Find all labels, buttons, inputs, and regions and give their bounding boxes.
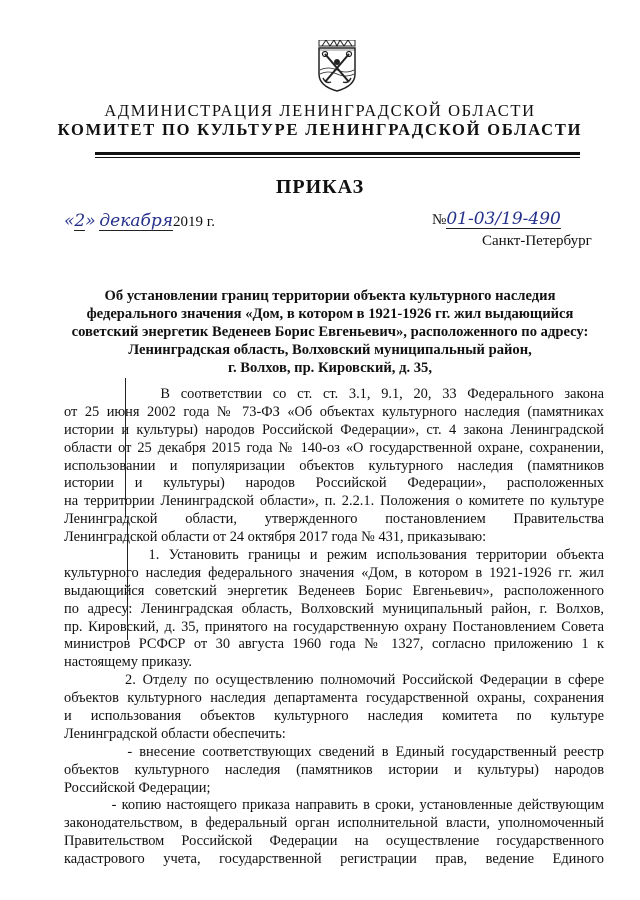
body-text-line: области от 25 декабря 2015 года № 140-оз «О государственной охране, сохранении,: [64, 439, 604, 456]
date-close-quote: »: [85, 211, 96, 231]
body-text-line: Ленинградской области, утвержденного постановлением Правительства: [64, 511, 604, 528]
subject-line: Об установлении границ территории объекта культурного наследия: [104, 288, 556, 304]
body-text-line: выдающийся советский энергетик Веденеев Борис Евгеньевич», расположенного: [64, 582, 604, 599]
body-text-line: настоящему приказу.: [64, 654, 192, 671]
date-month-handwritten: декабря: [99, 211, 174, 231]
subject-line: федерального значения «Дом, в котором в 1921-1926 гг. жил выдающийся: [86, 306, 574, 322]
order-subject: [60, 287, 600, 377]
body-text-line: законодательством, в федеральный орган исполнительной власти, уполномоченный: [64, 815, 604, 832]
body-text-line: Ленинградской области обеспечить:: [64, 725, 286, 742]
body-text-line: пр. Кировский, д. 35, принятого на государственную охрану Постановлением Совета: [64, 618, 604, 635]
city: Санкт-Петербург: [482, 233, 592, 249]
body-text-line: объектов культурного наследия (памятников истории и культуры) народов: [64, 761, 604, 778]
body-text-line: на территории Ленинградской области», п. 2.2.1. Положения о комитете по культуре: [64, 493, 604, 510]
body-text-line: от 25 июня 2002 года № 73-ФЗ «Об объектах культурного наследия (памятниках: [64, 403, 604, 420]
subject-line: г. Волхов, пр. Кировский, д. 35,: [228, 360, 432, 376]
date-day-handwritten: 2: [74, 211, 86, 231]
body-text-line: и использования объектов культурного наследия комитета по культуре: [64, 708, 604, 725]
body-text-line: Ленинградской области от 24 октября 2017 года № 431, приказываю:: [64, 529, 487, 546]
body-text-line: Российской Федерации;: [64, 779, 211, 796]
body-text-line: по адресу: Ленинградская область, Волховский муниципальный район, г. Волхов,: [64, 600, 604, 617]
body-text-line: - копию настоящего приказа направить в сроки, установленные действующим: [64, 797, 604, 814]
order-number-handwritten: 01-03/19-490: [446, 209, 561, 229]
body-text-line: культурного наследия федерального значения «Дом, в котором в 1921-1926 гг. жил: [64, 564, 604, 581]
body-text-line: - внесение соответствующих сведений в Единый государственный реестр: [64, 743, 604, 760]
body-text-line: Правительством Российской Федерации на осуществление государственного: [64, 833, 604, 850]
body-text-line: 1. Установить границы и режим использования территории объекта: [64, 547, 604, 564]
body-text-line: 2. Отделу по осуществлению полномочий Российской Федерации в сфере: [64, 672, 604, 689]
date-open-quote: «: [64, 211, 75, 231]
body-text-line: объектов культурного наследия департамента государственной охраны, сохранения: [64, 690, 604, 707]
subject-line: Ленинградская область, Волховский муниципальный район,: [128, 342, 532, 358]
body-text-line: использовании и популяризации объектов культурного наследия (памятников: [64, 457, 604, 474]
order-number-prefix: №: [432, 212, 447, 228]
document-title: ПРИКАЗ: [275, 176, 365, 198]
order-body: [64, 386, 604, 869]
order-date: [64, 211, 215, 231]
body-text-line: истории и культуры) народов Российской Федерации», расположенных: [64, 475, 604, 492]
body-text-line: истории и культуры) народов Российской Федерации», ст. 4 закона Ленинградской: [64, 421, 604, 438]
subject-line: советский энергетик Веденеев Борис Евгеньевич», расположенного по адресу:: [71, 324, 589, 340]
header-divider-thin: [95, 157, 580, 158]
date-year: 2019 г.: [173, 214, 215, 230]
committee-header: КОМИТЕТ ПО КУЛЬТУРЕ ЛЕНИНГРАДСКОЙ ОБЛАСТИ: [57, 120, 583, 139]
administration-header: АДМИНИСТРАЦИЯ ЛЕНИНГРАДСКОЙ ОБЛАСТИ: [104, 101, 536, 120]
body-text-line: В соответствии со ст. ст. 3.1, 9.1, 20, 33 Федерального закона: [64, 386, 604, 402]
coat-of-arms-icon: [316, 40, 358, 92]
body-text-line: министров РСФСР от 30 августа 1960 года № 1327, согласно приложению 1 к: [64, 636, 604, 653]
header-divider-thick: [95, 152, 580, 155]
order-number: [432, 211, 561, 229]
body-text-line: кадастрового учета, государственной регистрации прав, ведение Единого: [64, 851, 604, 868]
